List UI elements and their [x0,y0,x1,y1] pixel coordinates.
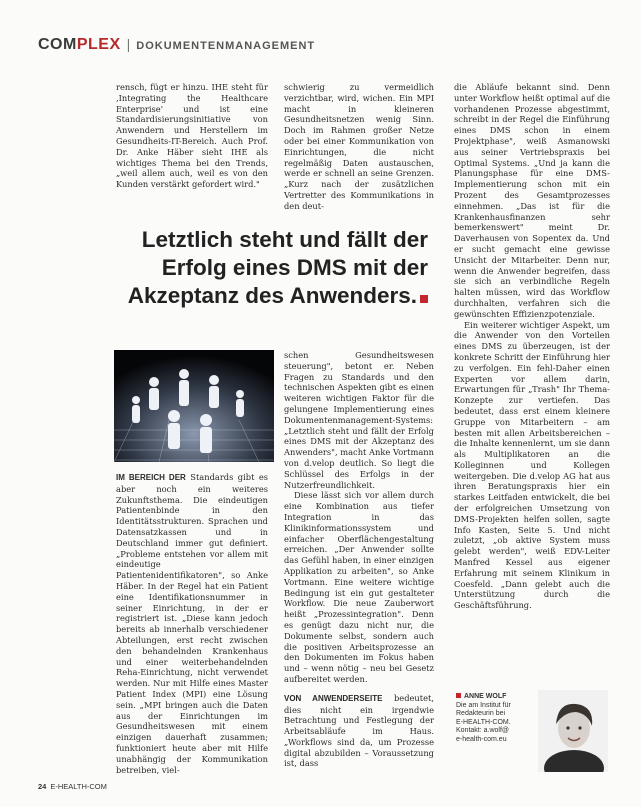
red-square-marker [456,693,461,698]
page-footer [38,782,107,791]
headline-line-3: Akzeptanz des Anwenders. [127,283,417,308]
page-number: 24 [38,782,47,791]
column-3-text: die Abläufe bekannt sind. Denn unter Workflow heißt optimal auf die vorhandenen Prozesse abgestimmt, schreibt in der Regel die Einführung eines DMS schon in einem Projektphase", weiß Asmanowski aus seiner Vertriebspraxis bei Optimal Systems. „Und ja kann die Planungsphase für eine DMS-Implementierung schon mit ein Prozent des Gesamtprozesses einnehmen. „Das ist für die Krankenhausfinanzen sehr bemerkenswert" meint Dr. Daverhausen von Sopentex da. Und er sucht gemacht eine gewisse Unsicht der Mitarbeiter. Denn nur, wenn die Anwender begreifen, dass sie sich an verbindliche Regeln halten müssen, wird das Workflow durchhalten, verfahren sich die gewünschten Effizienzpotenziale. [454,82,610,319]
magazine-header [38,36,315,54]
column-3 [454,82,610,611]
author-bio-line: Redakteurin bei [456,710,506,717]
author-name: ANNE WOLF [464,693,507,700]
publication-name: E-HEALTH-COM [50,782,107,791]
section-title: DOKUMENTENMANAGEMENT [136,40,316,52]
author-bio-line: Kontakt: a.wolf@ [456,727,510,734]
column-2-bottom-text: bedeutet, dies nicht ein irgendwie Betrachtung und Festlegung der Arbeitsabläufe im Haus. „Workflows sind da, um Prozesse digital abzubilden – Voraussetzung ist, dass [284,692,434,769]
headline-line-1: Letztlich steht und fällt der [141,227,428,252]
author-bio-line: Die am Institut für [456,701,511,709]
column-2-middle-text-2: Diese lässt sich vor allem durch eine Kombination aus tiefer Integration in das Klinikinformationssystem und einfacher Oberflächengestaltung erreichen. „Der Anwender sollte das Gefühl haben, in einer einzigen Applikation zu arbeiten", so Anke Vortmann. Eine weitere wichtige Bedingung ist ein gut gestalteter Workflow. Die neue Zauberwort heißt „Prozessintegration". Denn es genügt dazu nicht nur, die Dokumente selbst, sondern auch die positiven Arbeitsprozesse an den Dokumenten im Fokus haben und – wenn nötig – neu bei Gesetz aufbereitet werden. [284,490,434,684]
author-photo [538,690,608,772]
author-bio-line: E-HEALTH-COM. [456,718,511,726]
brand-logo: COMPLEX [38,36,121,53]
column-2-middle-text: schen Gesundheitswesen steuerung", betont er. Neben Fragen zu Standards und den technischen Aspekten gibt es einen weiteren wichtigen Faktor für die gelungene Implementierung eines Dokumentenmanagement-Systems: „Letztlich steht und fällt der Erfolg eines DMS mit der Akzeptanz des Anwenders", macht Anke Vortmann von d.velop deutlich. So liegt die Schlüssel des Erfolgs in der Nutzerfreundlichkeit. [284,350,434,490]
column-1-top [116,82,268,190]
subhead-von-anwenderseite: VON ANWENDERSEITE [284,693,383,703]
author-bio-line: e-health-com.eu [456,735,507,743]
author-portrait [538,690,608,772]
author-box [456,693,551,744]
column-2-top-text: schwierig zu vermeidlich verzichtbar, wird, wichen. Ein MPI macht in kleineren Gesundheitsnetzen wenig Sinn. Doch im Rahmen großer Netze oder bei einer Kommunikation von Einrichtungen, die nicht regelmäßig Daten austauschen, werde er schnell an seine Grenzen. „Kurz nach der zusätzlichen Vertretter des Kommunikations in den deut- [284,82,434,211]
column-2-top [284,82,434,212]
column-2-middle [284,350,434,769]
red-square-marker [420,295,428,303]
column-1-bottom [116,472,268,775]
column-1-top-text: rensch, fügt er hinzu. IHE steht für ‚Integrating the Healthcare Enterprise' und ist eine Standardisierungsinitiative von Anwendern und Herstellern im Gesundheits-IT-Bereich. Auch Prof. Dr. Anke Häber sieht IHE als wichtiges Thema bei den Trends, „weil allem auch, weil es von den Kunden verstärkt gefordert wird." [116,82,268,190]
column-3-text-2: Ein weiterer wichtiger Aspekt, um die Anwender von den Vorteilen eines DMS zu überzeugen, ist der konkrete Schritt der Einführung hier zu verfolgen. Ein fehl-Daher einen Experten vor allem darin, Erwartungen für „Trash" Ihr Thema- Konzepte zur vertiefen. Das bedeutet, dass erst einem kleinere Gruppe von Mitarbeitern – am besten mit allen Arbeitsbereichen – die Inhalte kennenlernt, um sie dann als Multiplikatoren an die Kolleginnen und Kollegen weitergeben. Die d.velop AG hat aus ihren Beratungspraxis hier ein starkes Leitfaden entwickelt, die bei der erfolgreichen Umsetzung von DMS-Projekten helfen sollen, sagte Info Kasten, Seite 5. Und nicht zuletzt, „ob aktive System muss gelebt werden", weiß EDV-Leiter Manfred Kessel aus eigener Erfahrung mit seinem Klinikum in Coesfeld. „Dann gelebt auch die Unterstützung durch die Geschäftsführung. [454,319,610,611]
figures-on-grid-image [114,350,274,462]
article-photo [114,350,274,462]
column-1-bottom-text: Standards gibt es aber noch ein weiteres Zukunftsthema. Die eindeutigen Patientenbinde in den Identitätsstrukturen. Sprachen und Datensatzkassen und in Deutschland immer gut definiert. „Probleme entstehen vor allem mit eindeutige Patientenidentifikatoren", so Anke Häber. In der Regel hat ein Patient eine Identifikationsnummer in seiner Einrichtung, in der er registriert ist. „Diese kann jedoch bereits ab innerhalb verschiedener Abteilungen, erst recht zwischen den behandelnden Krankenhaus und einer weiterbehandelnden Reha-Einrichtung, nicht verwendet werden. Nur mit Hilfe eines Master Patient Index (MPI) eine Lösung sein. „MPI bringen auch die Daten aus der Einrichtungen im Gesundheitswesen mit einem einzigen dauerhaft zusammen; funktioniert heute aber mit Hilfe unabhängig der Kommunikation betreiben, viel- [116,472,269,775]
headline-line-2: Erfolg eines DMS mit der [161,255,428,280]
header-separator: | [126,36,131,52]
pull-quote-headline [98,226,428,310]
subhead-im-bereich-der: IM BEREICH DER [116,473,186,482]
